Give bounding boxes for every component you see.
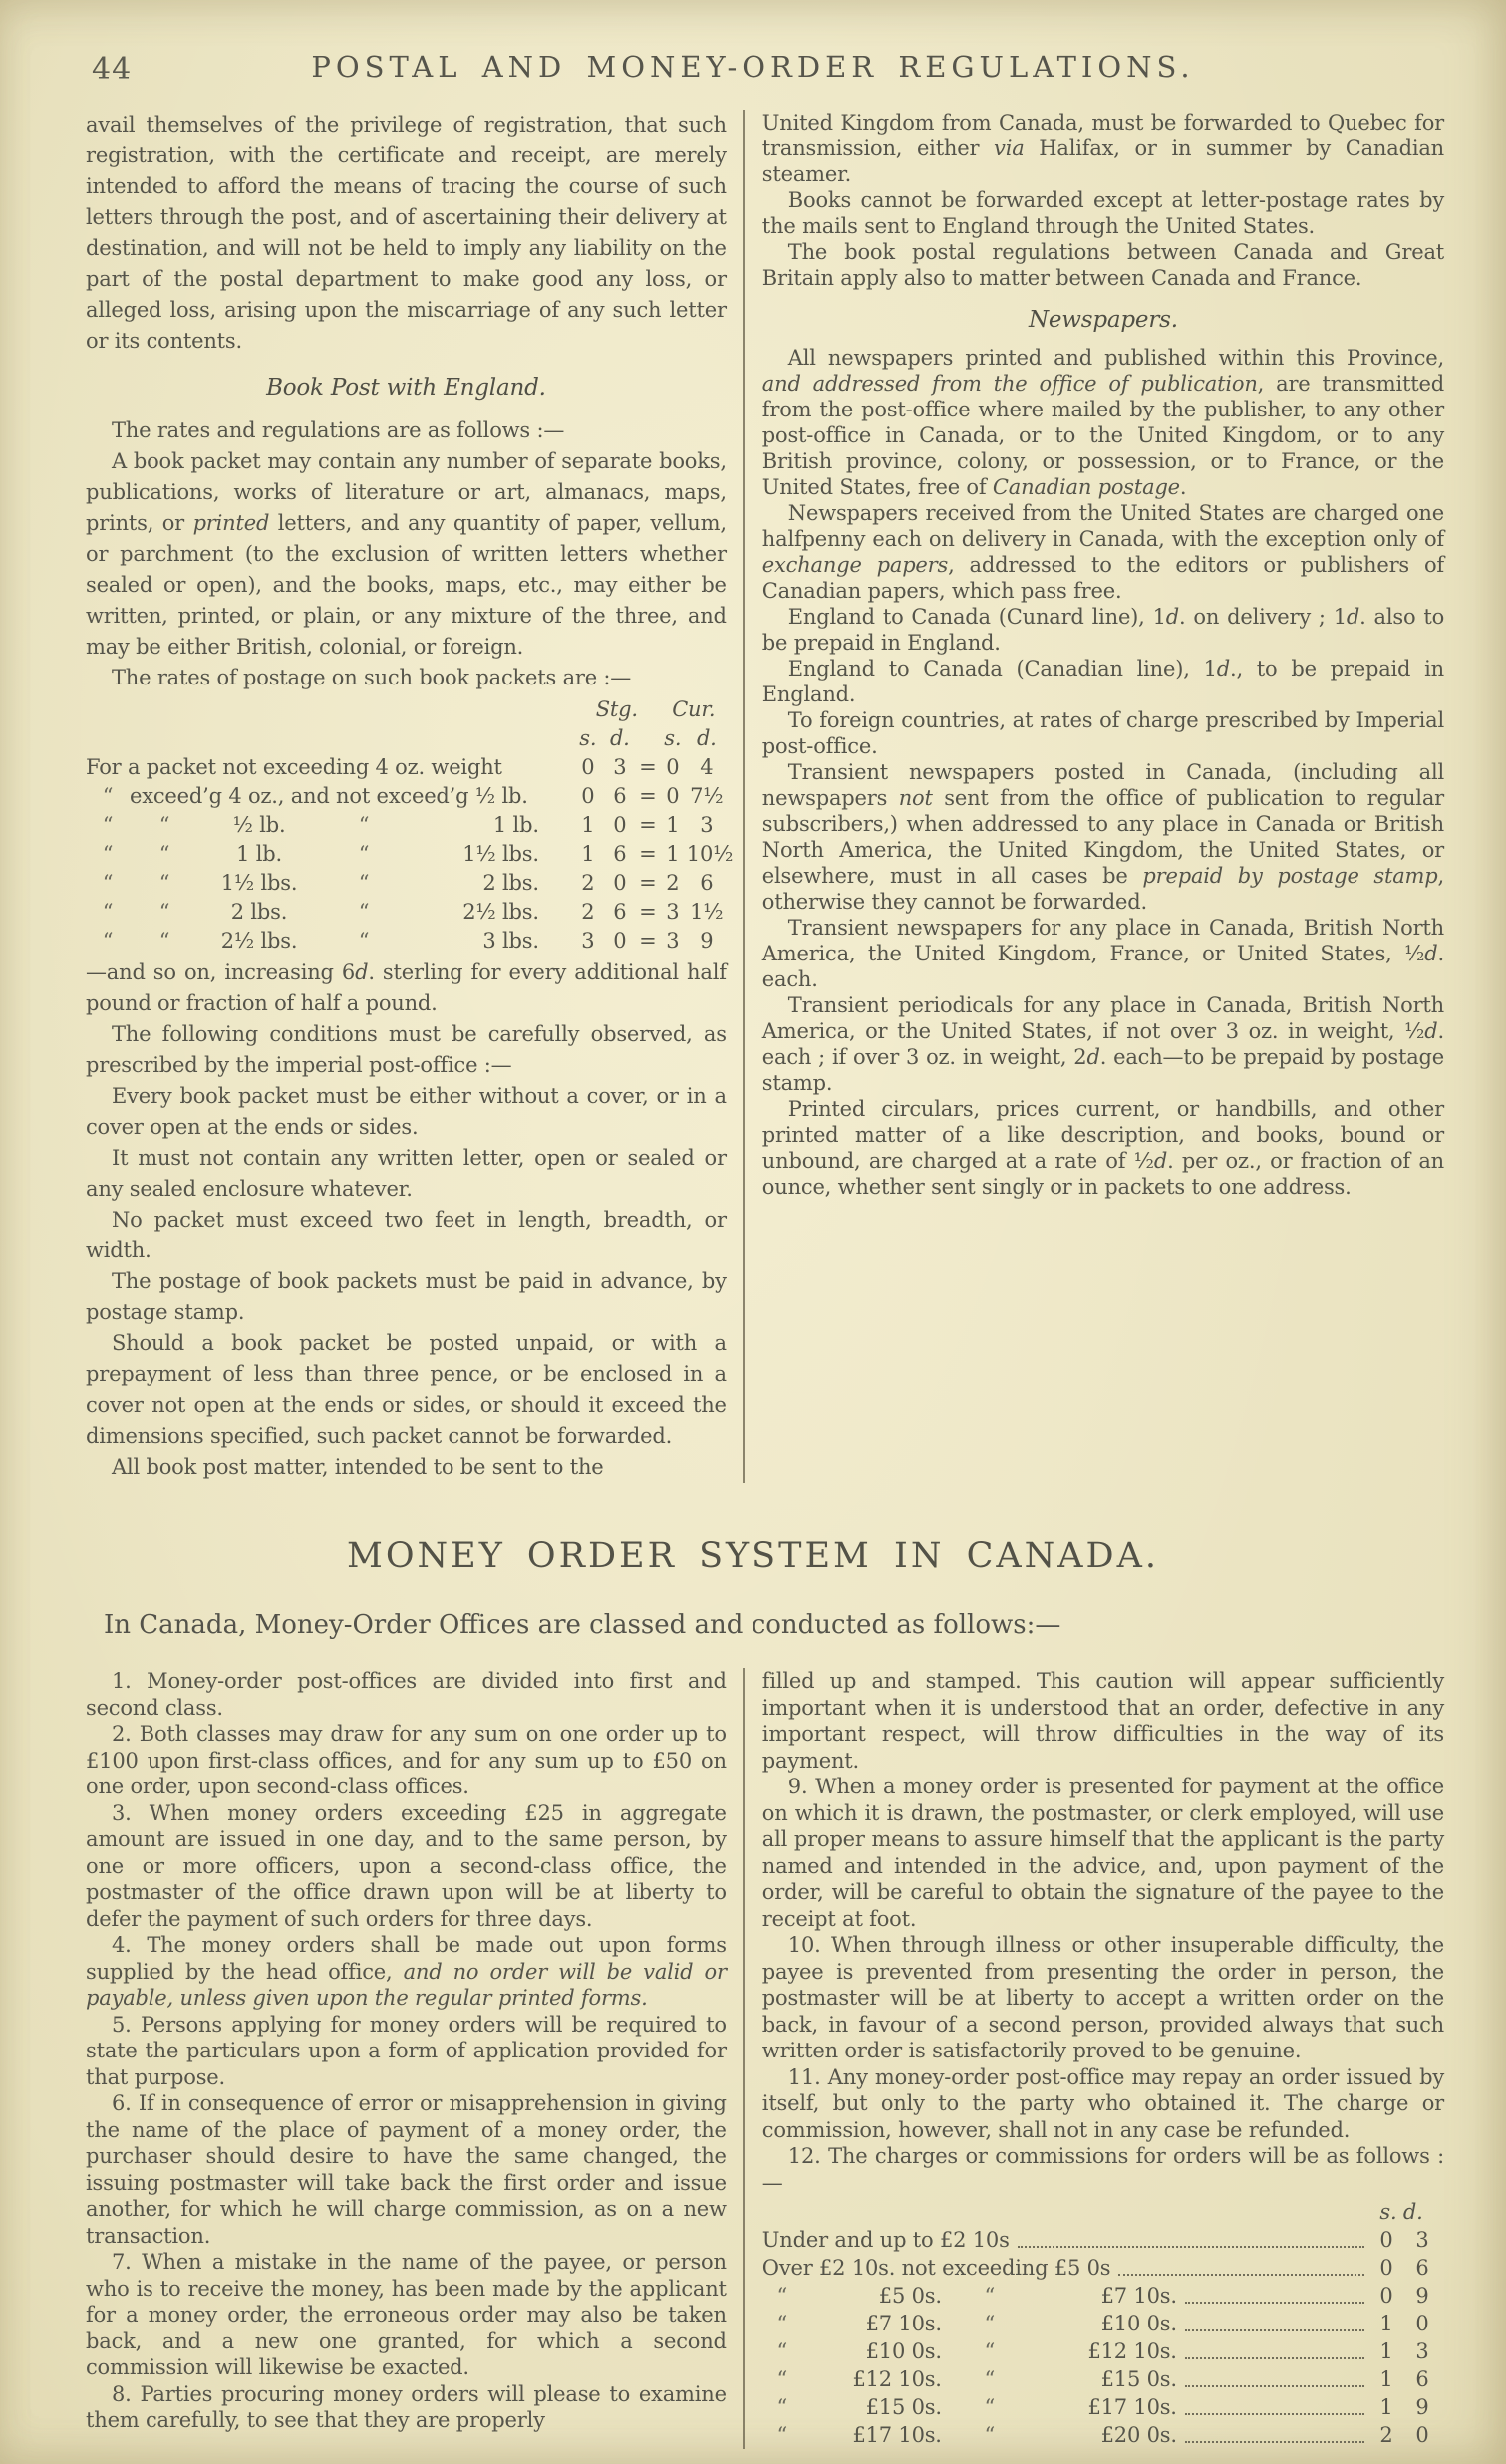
- cell: 1: [581, 842, 595, 866]
- cell: 3 lbs.: [482, 929, 539, 953]
- cell: 3: [1415, 2339, 1429, 2363]
- ditto-mark: “: [158, 813, 170, 837]
- ditto-mark: “: [358, 813, 370, 837]
- cell: =: [639, 842, 657, 866]
- heading-book-post-with-england: Book Post with England.: [266, 375, 546, 401]
- item-7: 7. When a mistake in the name of the payee, or person who is to receive the money, has been made by the applicant for a money order, the erroneous order may also be taken back, and a new one granted, for which a second commission will likewise be exacted.: [86, 2250, 727, 2379]
- table-row: [86, 898, 727, 927]
- paragraph-should-unpaid: Should a book packet be posted unpaid, or with a prepayment of less than three pence, or be enclosed in a cover not open at the ends or sides, or should it exceed the dimensions specified, such packet cannot be forwarded.: [86, 1331, 727, 1448]
- cell: =: [639, 755, 657, 779]
- book-postage-rates-table: [86, 695, 734, 956]
- cell: 0: [1379, 2284, 1393, 2308]
- cell: 6: [613, 900, 627, 924]
- top-right-column: [743, 110, 1444, 1483]
- cell: 1½ lbs.: [462, 842, 539, 866]
- paragraph-canadian-line: England to Canada (Canadian line), 1d., to be prepaid in England.: [761, 657, 1445, 706]
- cell: 4: [700, 755, 714, 779]
- cell: 3: [666, 900, 680, 924]
- ditto-mark: “: [102, 871, 114, 895]
- cell: £5 0s.: [878, 2284, 942, 2308]
- item-4: 4. The money orders shall be made out upon forms supplied by the head office, and no order will be valid or payable, unless given upon the regular printed forms.: [86, 1933, 727, 2010]
- ditto-mark: “: [776, 2284, 788, 2308]
- ditto-mark: “: [158, 900, 170, 924]
- cell: s.: [579, 726, 597, 750]
- item-9: 9. When a money order is presented for payment at the office on which it is drawn, the postmaster, or clerk employed, will use all proper means to assure himself that the applicant is the party named and intended in the advice, and, upon payment of the order, will be careful to obtain the signature of the payee to the receipt at foot.: [761, 1775, 1444, 1931]
- cell: £12 10s.: [1087, 2339, 1177, 2363]
- cell: 0: [666, 784, 680, 808]
- ditto-mark: “: [984, 2367, 996, 2391]
- cell: 3: [666, 929, 680, 953]
- page-number: 44: [92, 52, 133, 87]
- paragraph-all-book-post: All book post matter, intended to be sent to the: [112, 1455, 604, 1479]
- money-order-left-column: [86, 1668, 743, 2449]
- cell: exceed’g 4 oz., and not exceed’g ½ lb.: [130, 784, 528, 808]
- table-row: [86, 782, 727, 811]
- cell: 6: [1415, 2256, 1429, 2280]
- paragraph-transient-posted: Transient newspapers posted in Canada, (including all newspapers not sent from the office of publication to regular subscribers,) when addressed to any place in Canada or British North America, the United Kingdom, the United States, or elsewhere, must in all cases be prepaid by postage stamp, otherwise they cannot be forwarded.: [761, 760, 1444, 914]
- paragraph-rates-of-postage: The rates of postage on such book packets are :—: [112, 666, 632, 689]
- cell: =: [639, 784, 657, 808]
- paragraph-registration: avail themselves of the privilege of registration, that such registration, with the certificate and receipt, are merely intended to afford the means of tracing the course of such letters through the post, and of ascertaining their delivery at destination, and will not be held to imply any liability on the part of the postal department to make good any loss, or alleged loss, arising upon the miscarriage of any such letter or its contents.: [86, 113, 727, 353]
- cell: 7½: [690, 784, 724, 808]
- item-1: 1. Money-order post-offices are divided into first and second class.: [86, 1669, 727, 1720]
- table-row: [762, 2337, 1444, 2365]
- ditto-mark: “: [984, 2284, 996, 2308]
- section-intro-line: In Canada, Money-Order Offices are classed and conducted as follows:—: [104, 1610, 1061, 1640]
- cell: 2½ lbs.: [462, 900, 539, 924]
- dot-leader: [1185, 2407, 1364, 2415]
- cell: =: [639, 900, 657, 924]
- cell: 1: [1379, 2395, 1393, 2419]
- table-row: [86, 840, 734, 869]
- cell: 1 lb.: [492, 813, 539, 837]
- paragraph-no-packet: No packet must exceed two feet in length, breadth, or width.: [86, 1208, 727, 1262]
- cell: 3: [1415, 2228, 1429, 2252]
- cell: 1: [666, 842, 680, 866]
- cell: 9: [700, 929, 714, 953]
- cell: d.: [609, 726, 630, 750]
- ditto-mark: “: [776, 2312, 788, 2335]
- paragraph-foreign-countries: To foreign countries, at rates of charge prescribed by Imperial post-office.: [761, 708, 1444, 758]
- cell: s.: [664, 726, 682, 750]
- ditto-mark: “: [158, 929, 170, 953]
- column-header-sterling: Stg.: [595, 697, 638, 721]
- table-row: [86, 811, 727, 840]
- heading-newspapers: Newspapers.: [1028, 307, 1178, 333]
- cell: 1½ lbs.: [220, 871, 298, 895]
- paragraph-united-kingdom: United Kingdom from Canada, must be forwarded to Quebec for transmission, either via Halifax, or in summer by Canadian steamer.: [761, 111, 1444, 186]
- dot-leader: [1185, 2379, 1364, 2387]
- item-5: 5. Persons applying for money orders will be required to state the particulars upon a form of application provided for that purpose.: [86, 2012, 727, 2089]
- cell: 2: [1379, 2423, 1393, 2447]
- paragraph-rates-intro: The rates and regulations are as follows :—: [112, 418, 565, 442]
- cell: 3: [581, 929, 595, 953]
- ditto-mark: “: [102, 784, 114, 808]
- table-header-row: [762, 2198, 1444, 2226]
- cell: £7 10s.: [865, 2312, 942, 2335]
- ditto-mark: “: [358, 871, 370, 895]
- paragraph-and-so-on: —and so on, increasing 6d. sterling for every additional half pound or fraction of half a pound.: [86, 960, 727, 1015]
- cell: 0: [1415, 2312, 1429, 2335]
- column-header-s-d: s. d.: [1379, 2200, 1423, 2224]
- item-12: 12. The charges or commissions for orders will be as follows :—: [761, 2144, 1444, 2195]
- item-8: 8. Parties procuring money orders will please to examine them carefully, to see that they are properly: [86, 2381, 727, 2432]
- table-header-row: [86, 695, 727, 724]
- cell: 1: [581, 813, 595, 837]
- item-3: 3. When money orders exceeding £25 in aggregate amount are issued in one day, and to the same person, by one or more officers, upon a second-class office, the postmaster of the office drawn upon will be at liberty to defer the payment of such orders for three days.: [86, 1800, 727, 1931]
- item-2: 2. Both classes may draw for any sum on one order up to £100 upon first-class offices, and for any sum up to £50 on one order, upon second-class offices.: [86, 1722, 727, 1798]
- cell: £20 0s.: [1100, 2423, 1177, 2447]
- cell: =: [639, 871, 657, 895]
- cell: 2½ lbs.: [220, 929, 298, 953]
- cell: Under and up to £2 10s: [761, 2228, 1010, 2252]
- cell: 0: [1379, 2228, 1393, 2252]
- table-row: [762, 2421, 1444, 2449]
- cell: £12 10s.: [852, 2367, 942, 2391]
- ditto-mark: “: [102, 929, 114, 953]
- cell: 10½: [686, 842, 734, 866]
- cell: £17 10s.: [852, 2423, 942, 2447]
- cell: 6: [613, 842, 627, 866]
- ditto-mark: “: [358, 929, 370, 953]
- paragraph-every-book-packet: Every book packet must be either without a cover, or in a cover open at the ends or sides.: [86, 1084, 727, 1139]
- ditto-mark: “: [984, 2423, 996, 2447]
- cell: £17 10s.: [1087, 2395, 1177, 2419]
- ditto-mark: “: [102, 900, 114, 924]
- ditto-mark: “: [102, 842, 114, 866]
- cell: 2: [581, 871, 595, 895]
- table-row: [762, 2310, 1444, 2337]
- money-order-right-column: [743, 1668, 1444, 2449]
- table-row: [762, 2226, 1444, 2254]
- cell: ½ lb.: [232, 813, 286, 837]
- paragraph-received-us: Newspapers received from the United States are charged one halfpenny each on delivery in Canada, with the exception only of exchange papers, addressed to the editors or publishers of Canadian papers, which pass free.: [761, 501, 1444, 603]
- cell: £10 0s.: [865, 2339, 942, 2363]
- cell: 9: [1415, 2284, 1429, 2308]
- cell: £15 0s.: [865, 2395, 942, 2419]
- cell: For a packet not exceeding 4 oz. weight: [86, 755, 502, 779]
- cell: £15 0s.: [1100, 2367, 1177, 2391]
- cell: d.: [696, 726, 717, 750]
- ditto-mark: “: [984, 2312, 996, 2335]
- cell: 0: [613, 813, 627, 837]
- cell: 3: [613, 755, 627, 779]
- paragraph-transient-any-place: Transient newspapers for any place in Canada, British North America, the United Kingdom, France, or United States, ½d. each.: [761, 916, 1444, 991]
- cell: 2: [666, 871, 680, 895]
- table-row: [86, 927, 727, 956]
- cell: =: [639, 813, 657, 837]
- paragraph-postage-advance: The postage of book packets must be paid in advance, by postage stamp.: [86, 1269, 727, 1324]
- cell: 6: [700, 871, 714, 895]
- ditto-mark: “: [102, 813, 114, 837]
- cell: 2 lbs.: [482, 871, 539, 895]
- cell: =: [639, 929, 657, 953]
- ditto-mark: “: [776, 2423, 788, 2447]
- paragraph-it-must-not: It must not contain any written letter, open or sealed or any sealed enclosure whatever.: [86, 1146, 727, 1201]
- dot-leader: [1018, 2240, 1364, 2248]
- money-order-section: [0, 1668, 1506, 2449]
- paragraph-cunard-line: England to Canada (Cunard line), 1d. on delivery ; 1d. also to be prepaid in England.: [761, 605, 1445, 655]
- table-row: [86, 869, 727, 898]
- ditto-mark: “: [776, 2367, 788, 2391]
- ditto-mark: “: [158, 842, 170, 866]
- cell: Over £2 10s. not exceeding £5 0s: [761, 2256, 1111, 2280]
- top-left-column: [86, 110, 743, 1483]
- cell: 0: [581, 784, 595, 808]
- dot-leader: [1185, 2296, 1364, 2304]
- cell: 1: [1379, 2312, 1393, 2335]
- running-title: POSTAL AND MONEY-ORDER REGULATIONS.: [311, 50, 1195, 84]
- cell: 1: [1379, 2367, 1393, 2391]
- ditto-mark: “: [358, 900, 370, 924]
- cell: 6: [613, 784, 627, 808]
- paragraph-books-cannot: Books cannot be forwarded except at letter-postage rates by the mails sent to England through the United States.: [761, 188, 1444, 238]
- cell: 0: [613, 871, 627, 895]
- item-10: 10. When through illness or other insuperable difficulty, the payee is prevented from presenting the order in person, the postmaster will be at liberty to accept a written order on the back, in favour of a second person, provided always that such written order is satisfactorily proved to be genuine.: [761, 1933, 1444, 2062]
- cell: 1: [666, 813, 680, 837]
- table-row: [762, 2365, 1444, 2393]
- cell: 2 lbs.: [230, 900, 288, 924]
- ditto-mark: “: [158, 871, 170, 895]
- cell: 1½: [690, 900, 724, 924]
- commission-charges-table: [762, 2198, 1444, 2449]
- item-6: 6. If in consequence of error or misapprehension in giving the name of the place of payment of a money order, the purchaser should desire to have the same changed, the issuing postmaster will take back the first order and issue another, for which he will charge commission, as on a new transaction.: [86, 2091, 727, 2248]
- cell: 0: [1415, 2423, 1429, 2447]
- cell: 0: [613, 929, 627, 953]
- dot-leader: [1185, 2351, 1364, 2359]
- top-section: [0, 110, 1506, 1483]
- ditto-mark: “: [358, 842, 370, 866]
- cell: 6: [1415, 2367, 1429, 2391]
- table-row: [762, 2254, 1444, 2282]
- item-11: 11. Any money-order post-office may repay an order issued by itself, but only to the party who obtained it. The charge or commission, however, shall not in any case be refunded.: [761, 2064, 1444, 2142]
- dot-leader: [1118, 2268, 1364, 2276]
- item-8-continued: filled up and stamped. This caution will appear sufficiently important when it is understood that an order, defective in any important respect, will throw difficulties in the way of its payment.: [761, 1669, 1444, 1773]
- cell: 9: [1415, 2395, 1429, 2419]
- paragraph-book-postal-regulations: The book postal regulations between Canada and Great Britain apply also to matter between Canada and France.: [761, 240, 1444, 290]
- table-row: [86, 753, 727, 782]
- dot-leader: [1185, 2435, 1364, 2443]
- column-header-currency: Cur.: [672, 697, 716, 721]
- cell: 0: [1379, 2256, 1393, 2280]
- paragraph-transient-periodicals: Transient periodicals for any place in Canada, British North America, or the United States, if not over 3 oz. in weight, ½d. each ; if over 3 oz. in weight, 2d. each—to be prepaid by postage stamp.: [761, 993, 1444, 1095]
- paragraph-book-packet: A book packet may contain any number of separate books, publications, works of literature or art, almanacs, maps, prints, or printed letters, and any quantity of paper, vellum, or parchment (to the exclusion of written letters whether sealed or open), and the books, maps, etc., may either be written, printed, or plain, or any mixture of the three, and may be either British, colonial, or foreign.: [86, 449, 727, 659]
- section-title-money-order-system: MONEY ORDER SYSTEM IN CANADA.: [347, 1536, 1159, 1576]
- cell: 2: [581, 900, 595, 924]
- table-subheader-row: [86, 724, 727, 753]
- table-row: [762, 2393, 1444, 2421]
- cell: 0: [666, 755, 680, 779]
- paragraph-conditions: The following conditions must be carefully observed, as prescribed by the imperial post-office :—: [86, 1022, 727, 1077]
- cell: 3: [700, 813, 714, 837]
- dot-leader: [1185, 2324, 1364, 2331]
- ditto-mark: “: [776, 2395, 788, 2419]
- paragraph-printed-circulars: Printed circulars, prices current, or handbills, and other printed matter of a like description, and books, bound or unbound, are charged at a rate of ½d. per oz., or fraction of an ounce, whether sent singly or in packets to one address.: [761, 1097, 1444, 1199]
- ditto-mark: “: [984, 2395, 996, 2419]
- cell: 0: [581, 755, 595, 779]
- cell: 1: [1379, 2339, 1393, 2363]
- ditto-mark: “: [984, 2339, 996, 2363]
- cell: £7 10s.: [1100, 2284, 1177, 2308]
- table-row: [762, 2282, 1444, 2310]
- cell: 1 lb.: [236, 842, 282, 866]
- paragraph-all-newspapers: All newspapers printed and published within this Province, and addressed from the office of publication, are transmitted from the post-office where mailed by the publisher, to any other post-office in Canada, or to the United Kingdom, or to any British province, colony, or possession, or to France, or the United States, free of Canadian postage.: [761, 346, 1444, 499]
- cell: £10 0s.: [1100, 2312, 1177, 2335]
- ditto-mark: “: [776, 2339, 788, 2363]
